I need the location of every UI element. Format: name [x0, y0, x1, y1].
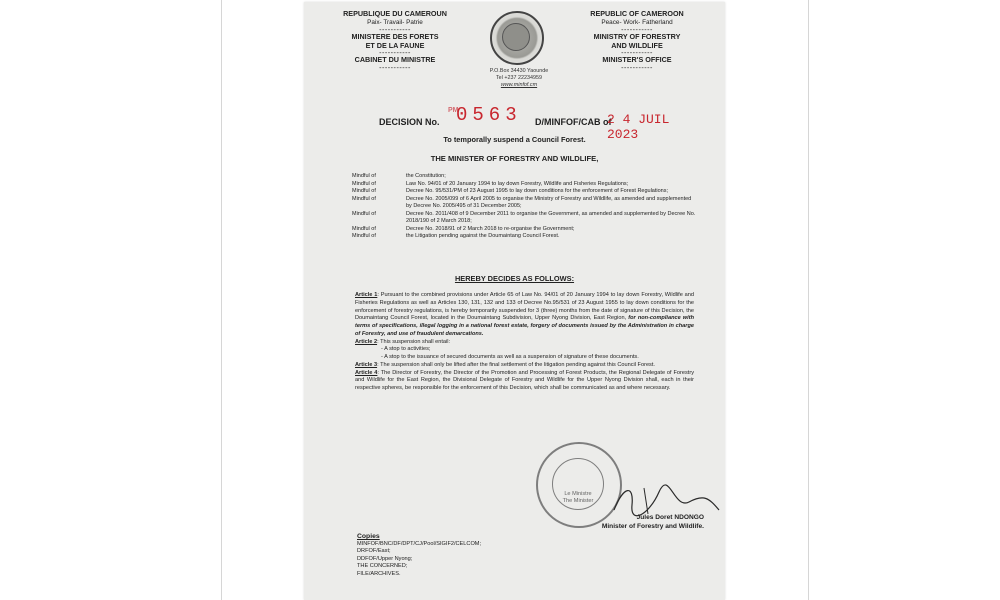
- header-left-country: REPUBLIQUE DU CAMEROUN: [343, 9, 447, 18]
- mindful-key: Mindful of: [352, 173, 376, 179]
- ministry-address: [464, 68, 574, 89]
- mindful-text: the Constitution;: [406, 173, 446, 179]
- mindful-item: [352, 226, 697, 234]
- bullet-text: A stop to the issuance of secured documents as well as a suspension of signature of these documents.: [384, 354, 639, 360]
- article-2-label: Article 2: [355, 338, 378, 345]
- header-left: [330, 10, 460, 71]
- decision-date-stamp: 2 4 JUIL 2023: [607, 112, 670, 142]
- stamp-line-1: Le Ministre: [564, 491, 592, 497]
- mindful-item: [352, 211, 697, 226]
- mindful-item: [352, 188, 697, 196]
- decision-subtitle: To temporally suspend a Council Forest.: [443, 135, 586, 144]
- article-4-label: Article 4: [355, 369, 378, 376]
- bullet-text: A stop to activities;: [384, 346, 431, 353]
- header-right-ministry-1: MINISTRY OF FORESTRY: [593, 32, 681, 42]
- divider-dots: -----------: [379, 25, 411, 35]
- mindful-text: Decree No. 2011/408 of 9 December 2011 to organise the Government, as amended and supplemented by Decree No. 2018/190 of 2 March 2018;: [406, 210, 696, 224]
- divider-dots: -----------: [379, 48, 411, 58]
- mindful-item: [352, 173, 697, 181]
- article-1-label: Article 1: [355, 292, 378, 298]
- minister-title: THE MINISTER OF FORESTRY AND WILDLIFE,: [430, 154, 599, 163]
- mindful-item: [352, 181, 697, 189]
- document-page: [304, 2, 725, 600]
- mindful-item: [352, 196, 697, 211]
- mindful-text: Decree No. 95/531/PM of 23 August 1995 to lay down conditions for the enforcement of Forest Regulations;: [406, 188, 669, 194]
- header-right-country: REPUBLIC OF CAMEROON: [590, 9, 684, 18]
- copies-block: [357, 533, 577, 579]
- divider-dots: -----------: [621, 62, 653, 72]
- mindful-list: [352, 173, 697, 241]
- header-right-motto: Peace- Work- Fatherland: [601, 18, 673, 26]
- article-2-bullet: - A stop to the issuance of secured documents as well as a suspension of signature of these documents.: [381, 354, 639, 360]
- articles-body: [355, 292, 694, 393]
- copies-line: DRFOF/East;: [357, 548, 391, 555]
- decision-number: 0563: [456, 104, 522, 126]
- header-right-ministry-2: AND WILDLIFE: [611, 40, 663, 50]
- header-left-motto: Paix- Travail- Patrie: [367, 18, 423, 26]
- divider-dots: -----------: [621, 25, 653, 35]
- mindful-text: Decree No. 2018/91 of 2 March 2018 to re-organise the Government;: [406, 225, 575, 232]
- signer-title: Minister of Forestry and Wildlife.: [601, 523, 704, 530]
- copies-line: THE CONCERNED;: [357, 563, 408, 570]
- header-right: [572, 10, 702, 71]
- article-1-text: : Pursuant to the combined provisions under Article 65 of Law No. 94/01 of 20 January 1994 to lay down Forestry, Wildlife and Fisheries Regulations as well as Articles 130, 131, 132 and 133 of Decree No.95/531 of 23 August 1955 to lay down conditions for the enforcement of forestry regulations, is hereby temporarily suspended for 3 (three) months from the date of signature of this Decision, the Doumaintang Council Forest, located in the Doumaintang Subdivision, Upper Nyong Division, East Region,: [355, 292, 694, 322]
- mindful-key: Mindful of: [352, 225, 376, 232]
- divider-dots: -----------: [621, 48, 653, 58]
- article-4: [355, 370, 694, 393]
- article-3: [355, 362, 694, 370]
- address-po-box: P.O.Box 34430 Yaounde: [489, 68, 549, 74]
- copies-line: MINFOF/BNC/DF/DPT/CJ/Pool/SIGIF2/CELCOM;: [357, 540, 482, 547]
- article-2-bullet: - A stop to activities;: [381, 346, 431, 353]
- mindful-text: Decree No. 2005/099 of 6 April 2005 to organise the Ministry of Forestry and Wildlife, as amended and supplemented by Decree No. 2005/495 of 31 December 2005;: [406, 195, 692, 209]
- mindful-key: Mindful of: [352, 233, 376, 239]
- header-right-office: MINISTER'S OFFICE: [602, 55, 672, 65]
- article-1-reasons: for non-compliance with terms of specifications, illegal logging in a national forest estate, forgery of documents issued by the Administration in charge of Forestry, and use of fraudulent demarcations.: [355, 315, 694, 337]
- mindful-item: [352, 233, 697, 241]
- article-4-text: : The Director of Forestry, the Director of the Promotion and Processing of Forest Products, the Regional Delegate of Forestry and Wildlife for the East Region, the Divisional Delegate of Forestry and Wildlife for the Upper Nyong Division shall, each in their respective spheres, be responsible for the enforcement of this Decision, which shall be communicated as and where necessary.: [355, 369, 694, 391]
- article-2: [355, 339, 694, 347]
- header-left-ministry-1: MINISTERE DES FORETS: [351, 32, 439, 42]
- copies-title: Copies: [357, 533, 380, 540]
- mindful-key: Mindful of: [352, 195, 376, 202]
- article-1: [355, 292, 694, 339]
- article-2-text: : This suspension shall entail:: [377, 338, 451, 345]
- stamp-line-2: The Minister: [562, 498, 594, 504]
- divider-dots: -----------: [379, 62, 411, 72]
- header-left-office: CABINET DU MINISTRE: [354, 55, 436, 65]
- decides-heading: HEREBY DECIDES AS FOLLOWS:: [454, 274, 575, 283]
- copies-line: FILE/ARCHIVES.: [357, 570, 401, 577]
- article-3-text: : The suspension shall only be lifted after the final settlement of the litigation pending against this Council Forest.: [377, 361, 655, 368]
- coat-of-arms-seal-icon: [490, 11, 544, 65]
- decision-reference: D/MINFOF/CAB of: [535, 117, 612, 127]
- mindful-key: Mindful of: [352, 210, 376, 217]
- address-website: www.minfof.cm: [500, 82, 538, 88]
- copies-line: DDFOF/Upper Nyong;: [357, 555, 413, 562]
- signer-block: [544, 513, 704, 531]
- address-tel: Tel +237 22234959: [495, 75, 542, 81]
- mindful-text: the Litigation pending against the Doumaintang Council Forest.: [406, 233, 560, 239]
- signer-name: Jules Doret NDONGO: [636, 514, 704, 521]
- seal-emblem: [502, 23, 530, 51]
- header-left-ministry-2: ET DE LA FAUNE: [365, 40, 425, 50]
- mindful-text: Law No. 94/01 of 20 January 1994 to lay down Forestry, Wildlife and Fisheries Regulations;: [406, 180, 629, 187]
- mindful-key: Mindful of: [352, 180, 376, 187]
- faint-stamp-mark: PM: [448, 107, 459, 114]
- decision-label: DECISION No.: [379, 117, 440, 127]
- mindful-key: Mindful of: [352, 188, 376, 194]
- article-3-label: Article 3: [355, 361, 378, 368]
